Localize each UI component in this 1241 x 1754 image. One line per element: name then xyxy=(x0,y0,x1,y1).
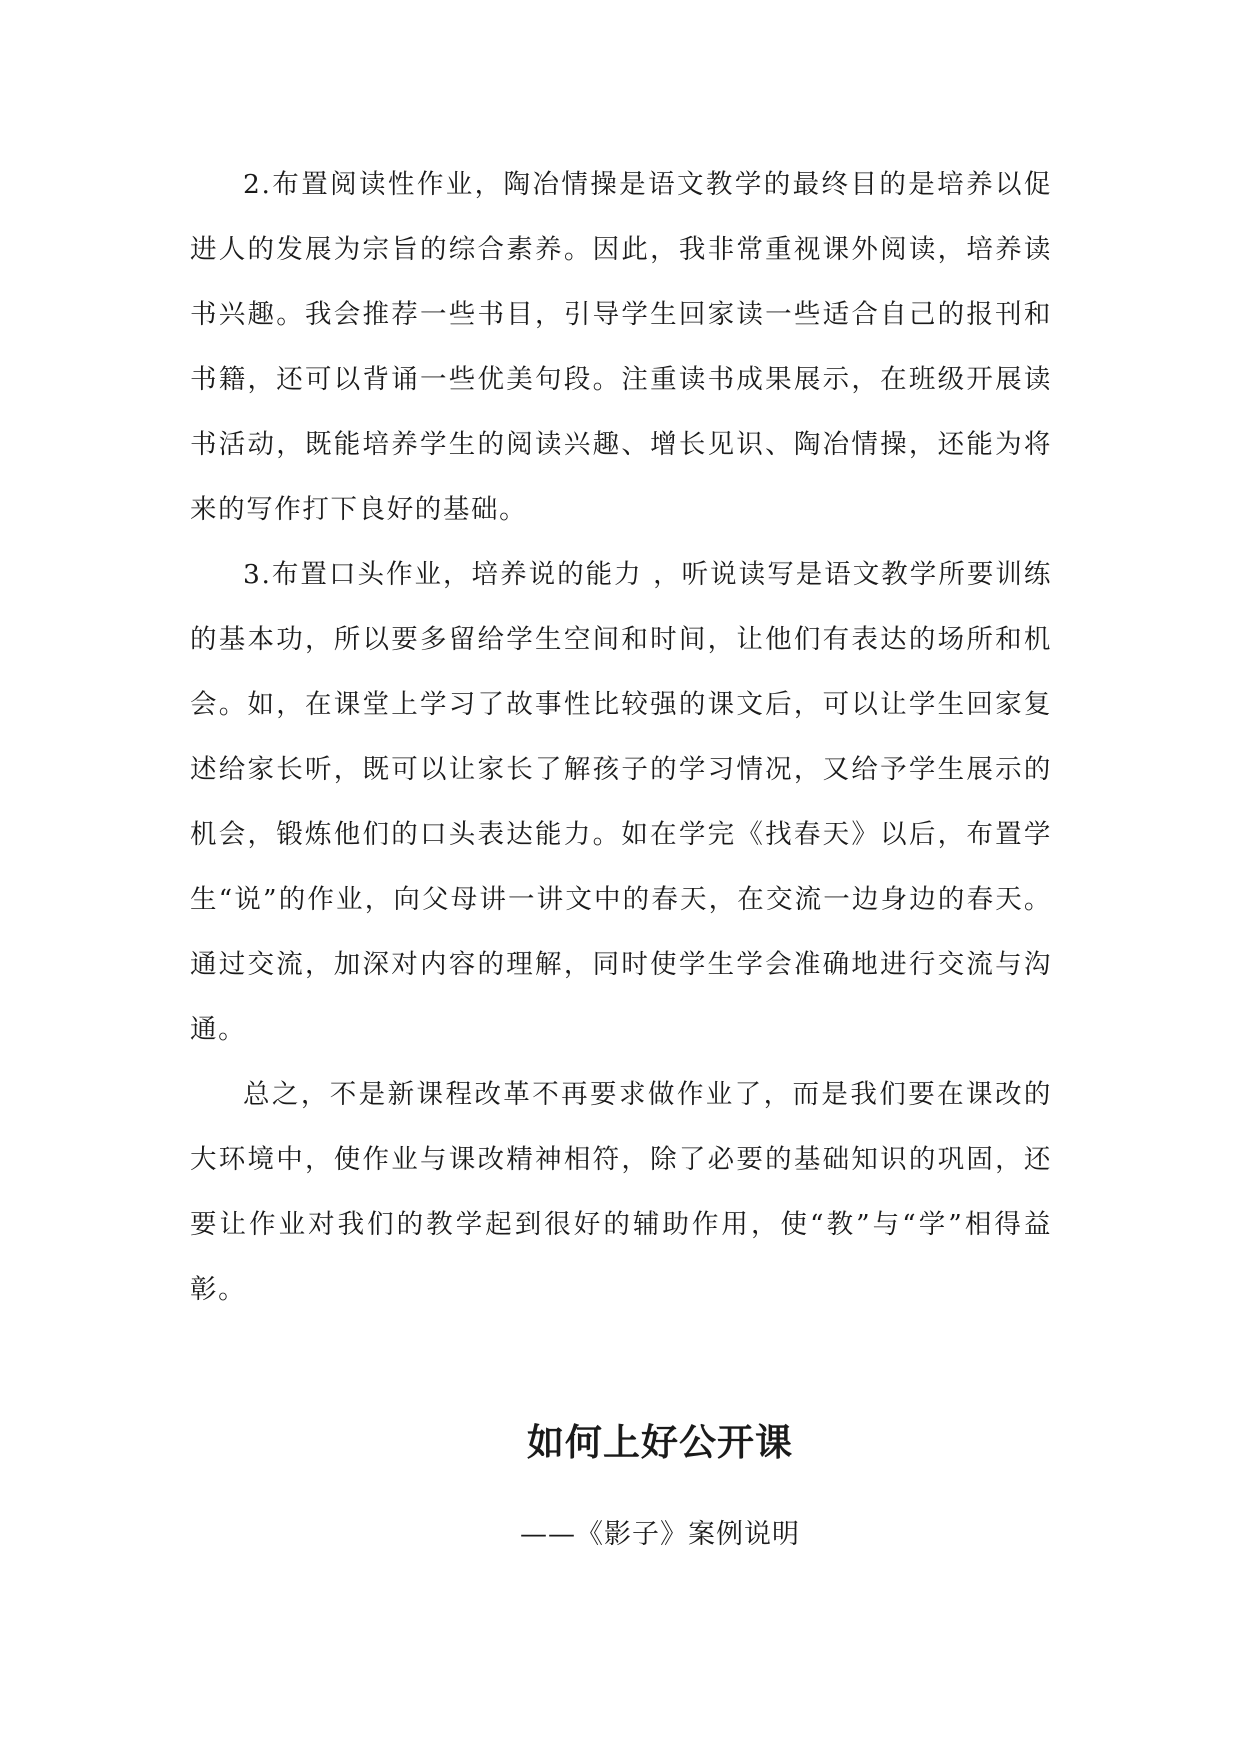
paragraph-oral-homework: 3.布置口头作业，培养说的能力 ，听说读写是语文教学所要训练的基本功，所以要多留给学生空间和时间，让他们有表达的场所和机会。如，在课堂上学习了故事性比较强的课文后，可以让学生回家复述给家长听，既可以让家长了解孩子的学习情况，又给予学生展示的机会，锻炼他们的口头表达能力。如在学完《找春天》以后，布置学生“说”的作业，向父母讲一讲文中的春天，在交流一边身边的春天。通过交流，加深对内容的理解，同时使学生学会准确地进行交流与沟通。 xyxy=(190,559,1052,1045)
section-title: 如何上好公开课 xyxy=(527,1421,793,1464)
section-subtitle: ——《影子》案例说明 xyxy=(520,1519,800,1550)
paragraph-reading-homework: 2.布置阅读性作业，陶冶情操是语文教学的最终目的是培养以促进人的发展为宗旨的综合素养。因此，我非常重视课外阅读，培养读书兴趣。我会推荐一些书目，引导学生回家读一些适合自己的报刊和书籍，还可以背诵一些优美句段。注重读书成果展示，在班级开展读书活动，既能培养学生的阅读兴趣、增长见识、陶冶情操，还能为将来的写作打下良好的基础。 xyxy=(190,169,1052,525)
body-text xyxy=(190,152,1052,1322)
paragraph-conclusion: 总之，不是新课程改革不再要求做作业了，而是我们要在课改的大环境中，使作业与课改精神相符，除了必要的基础知识的巩固，还要让作业对我们的教学起到很好的辅助作用，使“教”与“学”相得益彰。 xyxy=(190,1079,1052,1305)
